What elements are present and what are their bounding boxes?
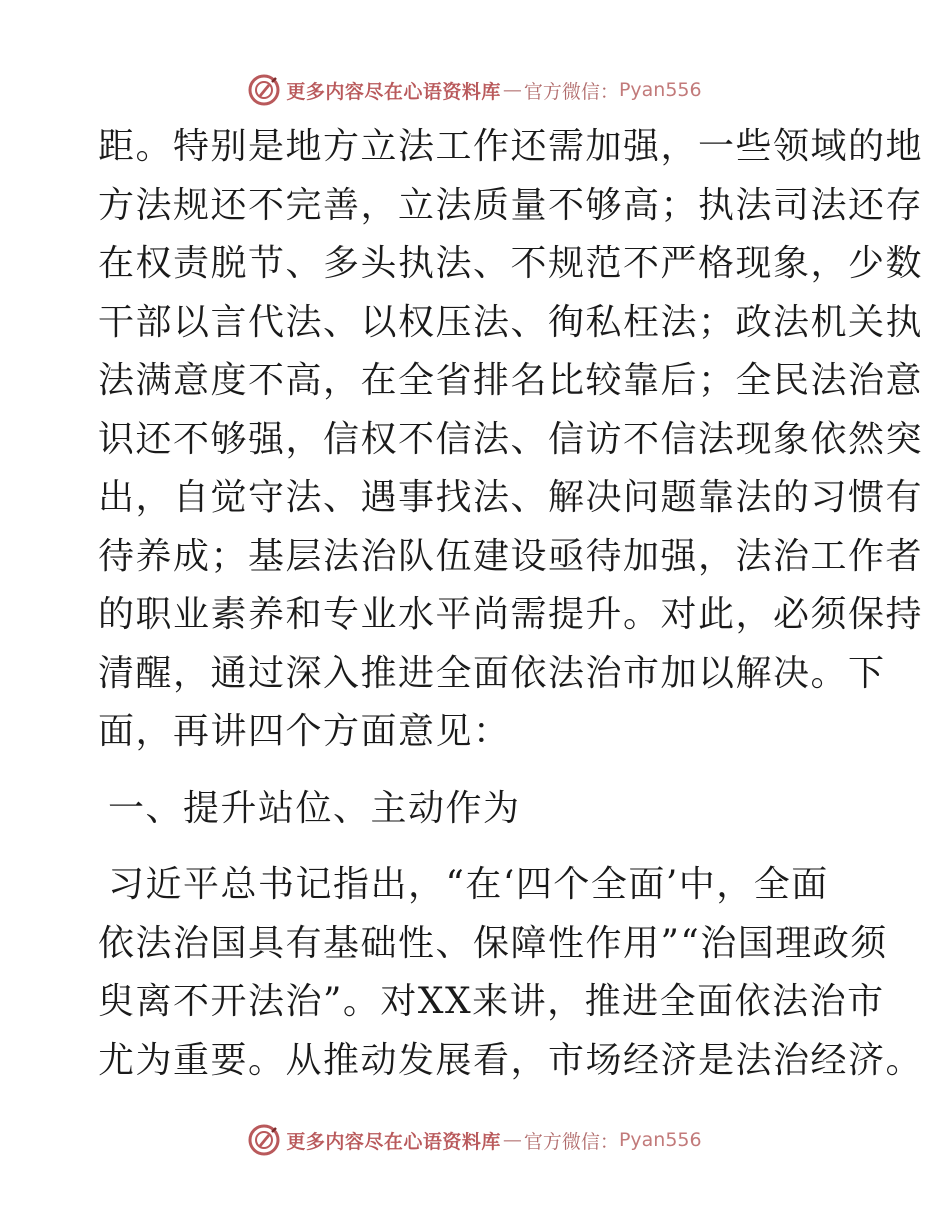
- text-line: 臾离不开法治”。对XX来讲，推进全面依法治市: [98, 981, 885, 1022]
- text-line: 待养成；基层法治队伍建设亟待加强，法治工作者: [98, 535, 924, 577]
- text-line: 习近平总书记指出，“在‘四个全面’中，全面: [108, 864, 829, 905]
- text-line: 依法治国具有基础性、保障性作用”“治国理政须: [98, 922, 888, 964]
- text-line: 方法规还不完善，立法质量不够高；执法司法还存: [98, 184, 924, 226]
- seal-logo-icon: [248, 1124, 280, 1156]
- watermark-dash: —: [502, 79, 522, 101]
- text-line: 面，再讲四个方面意见：: [98, 711, 511, 752]
- text-line: 清醒，通过深入推进全面依法治市加以解决。下: [98, 652, 886, 694]
- watermark-site-text: 更多内容尽在心语资料库: [286, 1130, 501, 1153]
- text-line: 距。特别是地方立法工作还需加强，一些领域的地: [98, 126, 924, 167]
- text-line: 在权责脱节、多头执法、不规范不严格现象，少数: [98, 243, 924, 284]
- watermark-site-text: 更多内容尽在心语资料库: [286, 80, 501, 103]
- watermark-dash: —: [502, 1129, 522, 1151]
- section-heading: 一、提升站位、主动作为: [108, 787, 521, 829]
- paragraph-2: [98, 856, 924, 1090]
- text-line: 的职业素养和专业水平尚需提升。对此，必须保持: [98, 594, 924, 635]
- footer-watermark: [0, 1120, 950, 1160]
- text-line: 干部以言代法、以权压法、徇私枉法；政法机关执: [98, 301, 924, 343]
- header-watermark: [0, 70, 950, 110]
- text-line: 出，自觉守法、遇事找法、解决问题靠法的习惯有: [98, 477, 924, 518]
- watermark-wechat-label: 官方微信：: [523, 1130, 619, 1153]
- watermark-wechat-label: 官方微信：: [523, 80, 619, 103]
- document-body: [98, 118, 924, 1090]
- watermark-wechat-handle: Pyan556: [618, 1129, 702, 1151]
- text-line: 识还不够强，信权不信法、信访不信法现象依然突: [98, 418, 924, 460]
- watermark-wechat-handle: Pyan556: [618, 79, 702, 101]
- paragraph-1: [98, 118, 924, 762]
- text-line: 尤为重要。从推动发展看，市场经济是法治经济。: [98, 1039, 924, 1081]
- text-line: 法满意度不高，在全省排名比较靠后；全民法治意: [98, 360, 924, 401]
- seal-logo-icon: [248, 74, 280, 106]
